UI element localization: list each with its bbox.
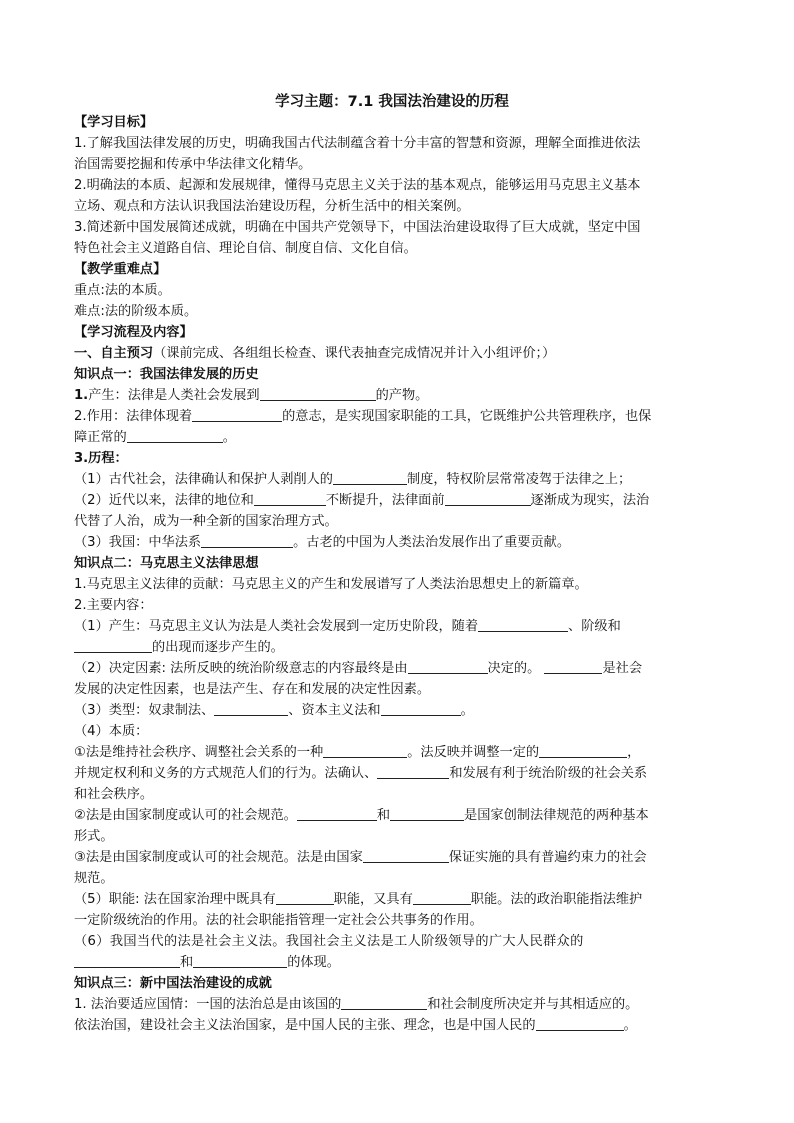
kp2-socialist-law-2: 和 的体现。	[74, 952, 686, 973]
fill-blank[interactable]	[478, 617, 568, 632]
kp2-types: （3）类型：奴隶制法、 、资本主义法和 。	[74, 703, 474, 718]
fill-blank[interactable]	[201, 533, 293, 548]
fill-blank[interactable]	[214, 701, 288, 716]
kp2-essence-1: ①法是维持社会秩序、调整社会关系的一种 。法反映并调整一定的 ，	[74, 745, 641, 760]
kp1-history-china: （3）我国：中华法系 。古老的中国为人类法治发展作出了重要贡献。	[74, 535, 571, 550]
kp3-national-conditions: 1. 法治要适应国情：一国的法治总是由该国的 和社会制度所决定并与其相适应的。	[74, 997, 639, 1012]
kp2-main-content: 2.主要内容：	[74, 598, 153, 613]
goal-1-line-2: 治国需要挖掘和传承中华法律文化精华。	[74, 157, 312, 172]
key-point: 重点:法的本质。	[74, 283, 171, 298]
kp2-essence-3-b: 规范。	[74, 871, 114, 886]
fill-blank[interactable]	[445, 491, 531, 506]
fill-blank[interactable]	[74, 953, 180, 968]
kp2-functions-2: 一定阶级统治的作用。法的社会职能指管理一定社会公共事务的作用。	[74, 913, 483, 928]
heading-learning-goals: 【学习目标】	[74, 115, 154, 130]
fill-blank[interactable]	[127, 428, 223, 443]
kp2-essence-1-b: 并规定权利和义务的方式规范人们的行为。法确认、 和发展有利于统治阶级的社会关系	[74, 766, 648, 781]
fill-blank[interactable]	[390, 806, 464, 821]
kp2-socialist-law: （6）我国当代的法是社会主义法。我国社会主义法是工人阶级领导的广大人民群众的	[74, 934, 584, 949]
fill-blank[interactable]	[193, 953, 287, 968]
kp1-history-modern-2: 代替了人治，成为一种全新的国家治理方式。	[74, 514, 338, 529]
knowledge-point-3-title: 知识点三：新中国法治建设的成就	[74, 976, 272, 991]
heading-key-points: 【教学重难点】	[74, 262, 167, 277]
kp2-origin: （1）产生：马克思主义认为法是人类社会发展到一定历史阶段，随着 、阶级和	[74, 619, 621, 634]
fill-blank[interactable]	[408, 659, 488, 674]
goal-3-line-2: 特色社会主义道路自信、理论自信、制度自信、文化自信。	[74, 241, 417, 256]
kp2-contribution: 1.马克思主义法律的贡献：马克思主义的产生和发展谱写了人类法治思想史上的新篇章。	[74, 577, 588, 592]
section-self-study-note: （课前完成、各组组长检查、课代表抽查完成情况并计入小组评价；）	[153, 346, 556, 361]
goal-2-line-1: 2.明确法的本质、起源和发展规律，懂得马克思主义关于法的基本观点，能够运用马克思主义基本	[74, 178, 641, 193]
kp1-history-modern: （2）近代以来，法律的地位和 不断提升，法律面前 逐渐成为现实，法治	[74, 493, 650, 508]
section-self-study-title: 一、自主预习	[74, 346, 154, 361]
kp1-origin-line: 1.产生：法律是人类社会发展到 的产物。	[74, 388, 429, 403]
kp1-history-ancient: （1）古代社会，法律确认和保护人剥削人的 制度，特权阶层常常凌驾于法律之上；	[74, 472, 632, 487]
worksheet-page	[74, 92, 686, 1036]
section-self-study	[74, 343, 686, 364]
fill-blank[interactable]	[536, 1016, 624, 1031]
fill-blank[interactable]	[260, 386, 376, 401]
fill-blank[interactable]	[276, 890, 334, 905]
fill-blank[interactable]	[297, 806, 377, 821]
difficult-point: 难点:法的阶级本质。	[74, 304, 198, 319]
kp3-rule-of-law: 依法治国，建设社会主义法治国家，是中国人民的主张、理念，也是中国人民的 。	[74, 1018, 637, 1033]
page-title: 学习主题：7.1 我国法治建设的历程	[275, 94, 509, 110]
kp1-role-line: 2.作用：法律体现着 的意志，是实现国家职能的工具，它既维护公共管理秩序，也保	[74, 409, 652, 424]
knowledge-point-2-title: 知识点二：马克思主义法律思想	[74, 556, 259, 571]
kp1-role-line-2: 障正常的 。	[74, 430, 236, 445]
fill-blank[interactable]	[341, 995, 427, 1010]
goal-2-line-2: 立场、观点和方法认识我国法治建设历程，分析生活中的相关案例。	[74, 199, 470, 214]
kp2-determinant-2: 发展的决定性因素，也是法产生、存在和发展的决定性因素。	[74, 682, 431, 697]
kp2-essence-2-b: 形式。	[74, 829, 114, 844]
kp2-essence-3: ③法是由国家制度或认可的社会规范。法是由国家 保证实施的具有普遍约束力的社会	[74, 850, 647, 865]
kp2-origin-2: 的出现而逐步产生的。	[74, 637, 686, 658]
goal-1-line-1: 1.了解我国法律发展的历史，明确我国古代法制蕴含着十分丰富的智慧和资源，理解全面推进依法	[74, 136, 641, 151]
fill-blank[interactable]	[413, 890, 471, 905]
kp2-essence-1-c: 和社会秩序。	[74, 787, 154, 802]
fill-blank[interactable]	[74, 638, 152, 653]
kp2-essence-2: ②法是由国家制度或认可的社会规范。 和 是国家创制法律规范的两种基本	[74, 808, 649, 823]
fill-blank[interactable]	[192, 407, 282, 422]
fill-blank[interactable]	[377, 764, 449, 779]
kp2-functions: （5）职能: 法在国家治理中既具有 职能，又具有 职能。法的政治职能指法维护	[74, 892, 643, 907]
fill-blank[interactable]	[539, 743, 627, 758]
fill-blank[interactable]	[544, 659, 602, 674]
fill-blank[interactable]	[254, 491, 326, 506]
fill-blank[interactable]	[333, 470, 407, 485]
kp2-essence: （4）本质：	[74, 724, 149, 739]
fill-blank[interactable]	[363, 848, 449, 863]
kp2-determinant: （2）决定因素: 法所反映的统治阶级意志的内容最终是由 决定的。 是社会	[74, 661, 643, 676]
goal-3-line-1: 3.简述新中国发展简述成就，明确在中国共产党领导下，中国法治建设取得了巨大成就，坚定中国	[74, 220, 641, 235]
knowledge-point-1-title: 知识点一：我国法律发展的历史	[74, 367, 259, 382]
heading-learning-flow: 【学习流程及内容】	[74, 325, 193, 340]
fill-blank[interactable]	[381, 701, 461, 716]
fill-blank[interactable]	[323, 743, 407, 758]
kp1-history-heading: 3.历程：	[74, 451, 128, 466]
